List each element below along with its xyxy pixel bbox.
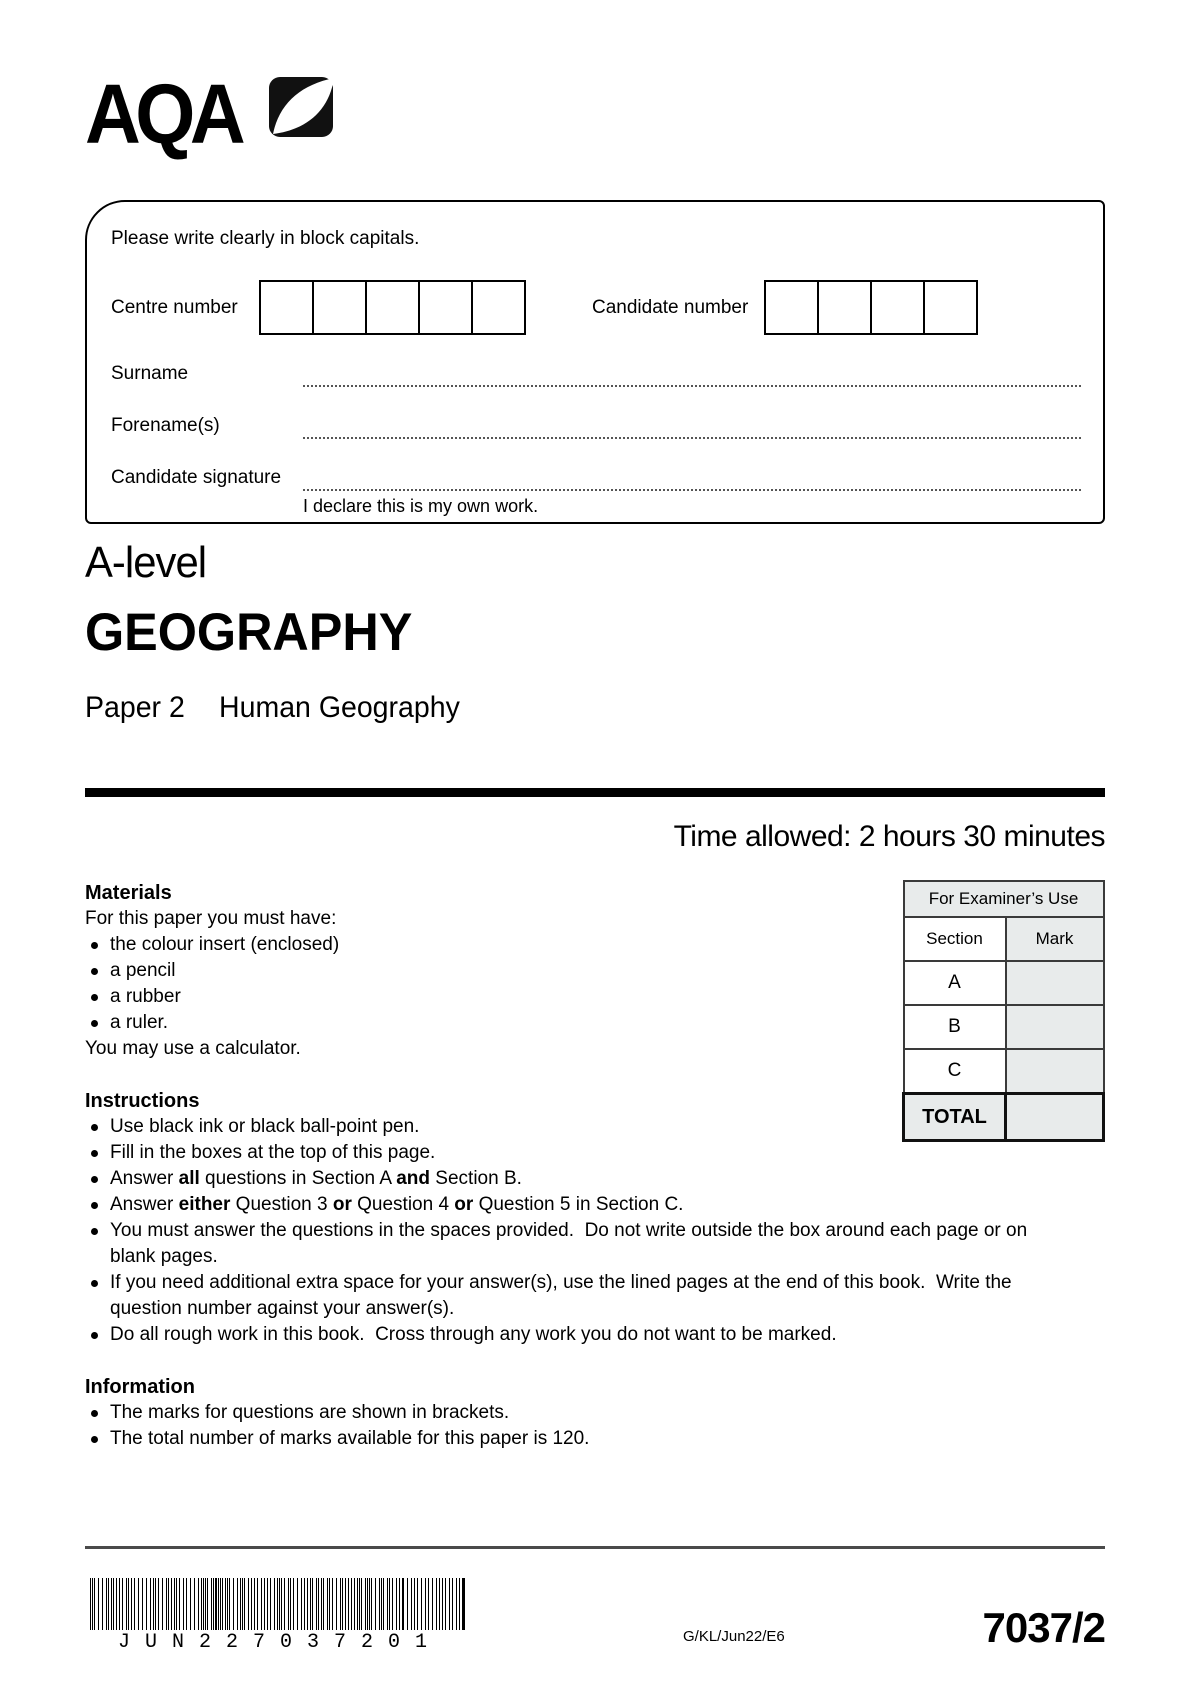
centre-number-cells xyxy=(259,280,526,335)
materials-note: You may use a calculator. xyxy=(85,1038,301,1059)
print-code: G/KL/Jun22/E6 xyxy=(683,1628,785,1645)
materials-bullet: a rubber xyxy=(85,984,1105,1010)
number-cell[interactable] xyxy=(471,280,526,335)
number-cell[interactable] xyxy=(923,280,978,335)
materials-heading: Materials xyxy=(85,882,172,904)
number-cell[interactable] xyxy=(764,280,819,335)
instruction-bullet: Answer all questions in Section A and Section B. xyxy=(85,1166,1105,1192)
information-list xyxy=(85,1400,1105,1452)
instruction-bullet: If you need additional extra space for your answer(s), use the lined pages at the end of this book. Write the question number against your answer(s). xyxy=(85,1270,1105,1322)
aqa-logo xyxy=(85,67,338,161)
bullet-icon xyxy=(91,1020,98,1027)
signature-row xyxy=(111,463,1081,491)
bullet-icon xyxy=(91,1410,98,1417)
bullet-icon xyxy=(91,1332,98,1339)
bullet-icon xyxy=(91,1228,98,1235)
mark-b-cell[interactable] xyxy=(1006,1005,1104,1049)
number-cell[interactable] xyxy=(418,280,473,335)
section-c-cell: C xyxy=(904,1049,1006,1094)
divider-rule xyxy=(85,788,1105,797)
information-heading: Information xyxy=(85,1376,195,1398)
content-area xyxy=(85,880,1105,1452)
number-cell[interactable] xyxy=(817,280,872,335)
paper-name: Human Geography xyxy=(219,691,460,724)
mark-a-cell[interactable] xyxy=(1006,961,1104,1005)
footer-rule xyxy=(85,1546,1105,1549)
bullet-icon xyxy=(91,968,98,975)
bullet-icon xyxy=(91,1280,98,1287)
qualification-title: A-level xyxy=(85,538,207,587)
number-cell[interactable] xyxy=(365,280,420,335)
instruction-bullet: Use black ink or black ball-point pen. xyxy=(85,1114,1105,1140)
section-a-cell: A xyxy=(904,961,1006,1005)
mark-column-header: Mark xyxy=(1006,917,1104,961)
barcode xyxy=(90,1578,465,1654)
barcode-bars xyxy=(90,1578,465,1630)
candidate-number-cells xyxy=(764,280,978,335)
materials-bullet: a ruler. xyxy=(85,1010,1105,1036)
materials-bullet: a pencil xyxy=(85,958,1105,984)
total-label: TOTAL xyxy=(904,1094,1006,1141)
barcode-text: JUN227037201 xyxy=(118,1631,443,1654)
bullet-icon xyxy=(91,1150,98,1157)
instruction-bullet: Answer either Question 3 or Question 4 or Question 5 in Section C. xyxy=(85,1192,1105,1218)
paper-title-line xyxy=(85,691,460,725)
section-column-header: Section xyxy=(904,917,1006,961)
bullet-icon xyxy=(91,1176,98,1183)
number-row xyxy=(111,280,1081,335)
instruction-bullet: Fill in the boxes at the top of this page. xyxy=(85,1140,1105,1166)
information-bullet: The marks for questions are shown in brackets. xyxy=(85,1400,1105,1426)
aqa-logo-text: AQA xyxy=(85,67,241,161)
section-b-cell: B xyxy=(904,1005,1006,1049)
subject-title: GEOGRAPHY xyxy=(85,603,413,662)
materials-bullet: the colour insert (enclosed) xyxy=(85,932,1105,958)
instruction-bullet: Do all rough work in this book. Cross through any work you do not want to be marked. xyxy=(85,1322,1105,1348)
number-cell[interactable] xyxy=(259,280,314,335)
total-mark-cell[interactable] xyxy=(1006,1094,1104,1141)
surname-row xyxy=(111,359,1081,387)
bullet-icon xyxy=(91,1202,98,1209)
declaration-text: I declare this is my own work. xyxy=(303,496,539,516)
number-cell[interactable] xyxy=(312,280,367,335)
information-bullet: The total number of marks available for this paper is 120. xyxy=(85,1426,1105,1452)
signature-label: Candidate signature xyxy=(111,467,282,488)
time-allowed: Time allowed: 2 hours 30 minutes xyxy=(673,820,1105,853)
number-cell[interactable] xyxy=(870,280,925,335)
bullet-icon xyxy=(91,994,98,1001)
bullet-icon xyxy=(91,1436,98,1443)
centre-number-label: Centre number xyxy=(111,296,238,318)
paper-number: Paper 2 xyxy=(85,691,185,724)
materials-intro: For this paper you must have: xyxy=(85,908,337,929)
bullet-icon xyxy=(91,1124,98,1131)
instruction-bullet: You must answer the questions in the spaces provided. Do not write outside the box around each page or on blank pages. xyxy=(85,1218,1105,1270)
title-block xyxy=(85,538,460,725)
surname-label: Surname xyxy=(111,363,189,384)
surname-field[interactable] xyxy=(303,359,1081,387)
forenames-label: Forename(s) xyxy=(111,415,220,436)
examiner-table-title: For Examiner’s Use xyxy=(904,881,1104,917)
candidate-number-label: Candidate number xyxy=(592,296,749,318)
block-capitals-instruction: Please write clearly in block capitals. xyxy=(111,228,420,249)
instructions-heading: Instructions xyxy=(85,1090,200,1112)
instructions-list xyxy=(85,1114,1105,1348)
aqa-leaf-icon xyxy=(268,76,338,147)
paper-code: 7037/2 xyxy=(982,1604,1105,1651)
examiner-use-table xyxy=(902,880,1105,1142)
candidate-details-box xyxy=(85,200,1105,524)
forenames-field[interactable] xyxy=(303,411,1081,439)
bullet-icon xyxy=(91,942,98,949)
forenames-row xyxy=(111,411,1081,439)
mark-c-cell[interactable] xyxy=(1006,1049,1104,1094)
signature-field[interactable] xyxy=(303,463,1081,491)
